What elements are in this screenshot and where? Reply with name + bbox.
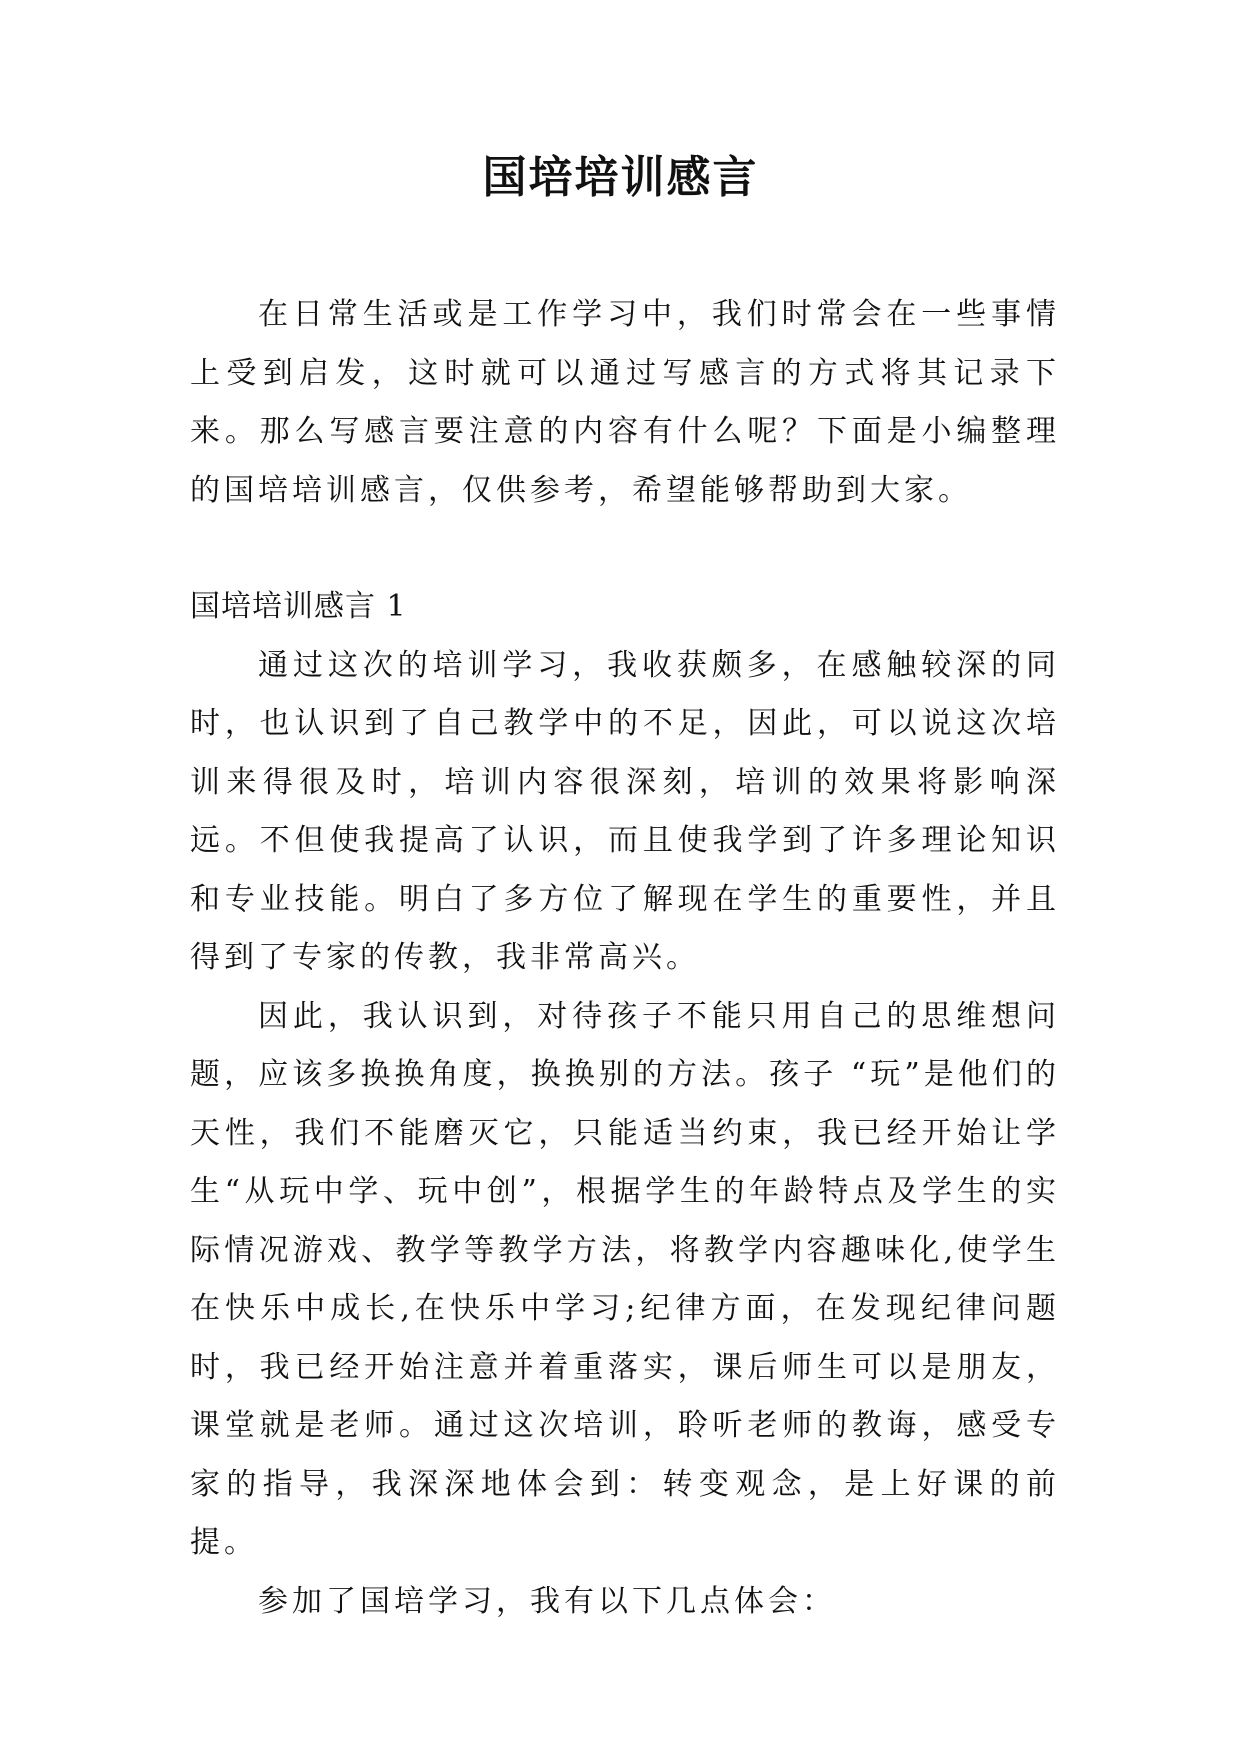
- intro-paragraph: 在日常生活或是工作学习中，我们时常会在一些事情上受到启发，这时就可以通过写感言的方式将其记录下来。那么写感言要注意的内容有什么呢？下面是小编整理的国培培训感言，仅供参考，希望能够帮助到大家。: [190, 297, 1060, 508]
- body-paragraph-2: 因此，我认识到，对待孩子不能只用自己的思维想问题，应该多换换角度，换换别的方法。孩子 “玩”是他们的天性，我们不能磨灭它，只能适当约束，我已经开始让学生“从玩中学、玩中创”，根据学生的年龄特点及学生的实际情况游戏、教学等教学方法，将教学内容趣味化,使学生在快乐中成长,在快乐中学习;纪律方面，在发现纪律问题时，我已经开始注意并着重落实，课后师生可以是朋友，课堂就是老师。通过这次培训，聆听老师的教诲，感受专家的指导，我深深地体会到：转变观念，是上好课的前提。: [190, 998, 1060, 1560]
- document-body: [190, 286, 1060, 1631]
- document-title: 国培培训感言: [482, 152, 759, 203]
- body-paragraph-3: 参加了国培学习，我有以下几点体会：: [258, 1583, 836, 1619]
- body-paragraph-1: 通过这次的培训学习，我收获颇多，在感触较深的同时，也认识到了自己教学中的不足，因此，可以说这次培训来得很及时，培训内容很深刻，培训的效果将影响深远。不但使我提高了认识，而且使我学到了许多理论知识和专业技能。明白了多方位了解现在学生的重要性，并且得到了专家的传教，我非常高兴。: [190, 647, 1060, 975]
- paragraph-spacer: [190, 520, 1060, 578]
- section-heading: 国培培训感言 1: [190, 589, 407, 624]
